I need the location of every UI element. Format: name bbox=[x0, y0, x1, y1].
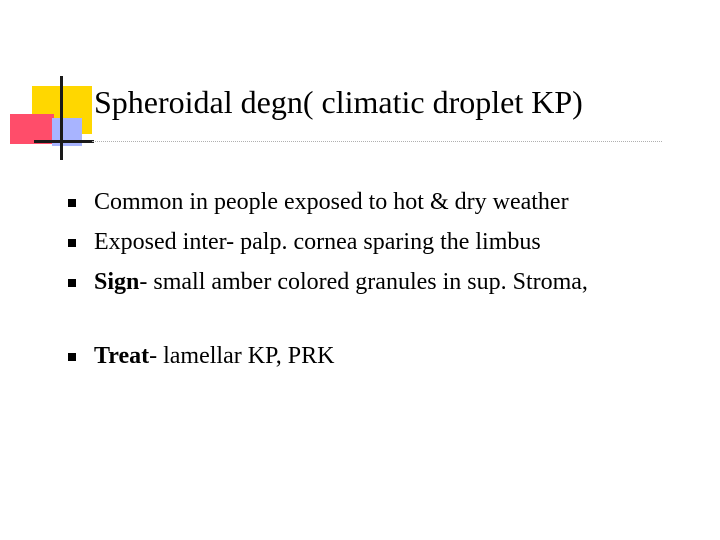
bullet-bold-label: Sign bbox=[94, 269, 140, 295]
bullet-text bbox=[94, 266, 594, 299]
slide-title: Spheroidal degn( climatic droplet KP) bbox=[94, 84, 583, 120]
bullet-square-icon bbox=[68, 239, 76, 247]
bullet-square-icon bbox=[68, 279, 76, 287]
bullet-body: Common in people exposed to hot & dry weather bbox=[94, 189, 569, 215]
bullet-body: - lamellar KP, PRK bbox=[149, 343, 335, 369]
bullet-body: - small amber colored granules in sup. Stroma, bbox=[139, 269, 588, 295]
bullet-text bbox=[94, 186, 684, 219]
bullet-body: Exposed inter- palp. cornea sparing the limbus bbox=[94, 229, 541, 255]
bullet-text bbox=[94, 340, 684, 373]
bullet-text bbox=[94, 226, 684, 259]
bullet-bold-label: Treat bbox=[94, 343, 150, 369]
bullet-square-icon bbox=[68, 199, 76, 207]
bullet-square-icon bbox=[68, 353, 76, 361]
